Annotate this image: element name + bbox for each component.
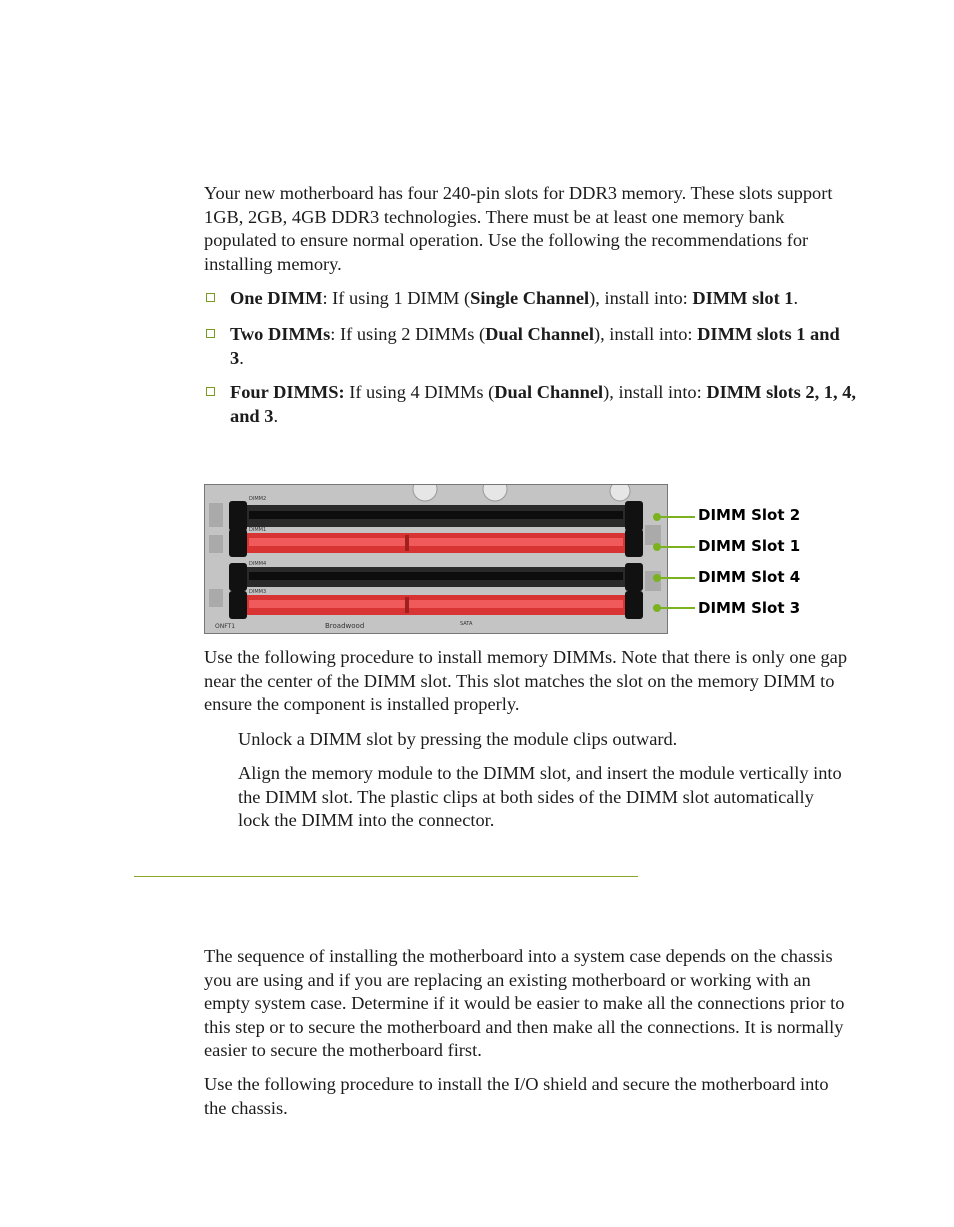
leader-line-slot-3 <box>659 607 695 609</box>
board-silkscreen-dimm3: DIMM3 <box>249 589 267 595</box>
procedure-intro: Use the following procedure to install memory DIMMs. Note that there is only one gap near the center of the DIMM slot. This slot matches the slot on the memory DIMM to ensure the component is installed properly. <box>204 647 848 714</box>
board-silkscreen-dimm2: DIMM2 <box>249 496 267 502</box>
case-paragraph-2: Use the following procedure to install the I/O shield and secure the motherboard into the chassis. <box>204 1074 829 1118</box>
dimm-slots-illustration <box>205 485 667 633</box>
label-dimm-slot-1: DIMM Slot 1 <box>698 537 801 555</box>
label-dimm-slot-4: DIMM Slot 4 <box>698 568 801 586</box>
label-dimm-slot-3: DIMM Slot 3 <box>698 599 801 617</box>
case-paragraph-1: The sequence of installing the motherboard into a system case depends on the chassis you are using and if you are replacing an existing motherboard or working with an empty system case. Determine if it would be easier to make all the connections prior to this step or to secure the motherboard and then make all the connections. It is normally easier to secure the motherboard first. <box>204 946 845 1060</box>
leader-line-slot-1 <box>659 546 695 548</box>
bullet-lead: One DIMM <box>230 288 323 308</box>
board-silkscreen-dimm4: DIMM4 <box>249 561 267 567</box>
motherboard-photo <box>204 484 668 634</box>
bullet-lead: Four DIMMS: <box>230 382 345 402</box>
label-dimm-slot-2: DIMM Slot 2 <box>698 506 801 524</box>
bullet-lead: Two DIMMs <box>230 324 331 344</box>
leader-line-slot-4 <box>659 577 695 579</box>
bullet-text: Two DIMMs: If using 2 DIMMs (Dual Channel), install into: DIMM slots 1 and 3. <box>230 324 840 368</box>
intro-paragraph: Your new motherboard has four 240-pin slots for DDR3 memory. These slots support 1GB, 2GB, 4GB DDR3 technologies. There must be at least one memory bank populated to ensure normal operation. Use the following the recommendations for installing memory. <box>204 183 833 274</box>
board-silkscreen-broadwood: Broadwood <box>325 622 365 630</box>
leader-line-slot-2 <box>659 516 695 518</box>
dimm-slots-figure <box>204 484 801 634</box>
board-silkscreen-sata: SATA <box>460 621 473 627</box>
bullet-text: One DIMM: If using 1 DIMM (Single Channel), install into: DIMM slot 1. <box>230 288 799 308</box>
step-1: Unlock a DIMM slot by pressing the module clips outward. <box>238 729 678 749</box>
board-silkscreen-dimm1: DIMM1 <box>249 527 267 533</box>
board-silkscreen-onft1: ONFT1 <box>215 623 236 630</box>
checkbox-square-icon <box>206 329 215 338</box>
checkbox-square-icon <box>206 387 215 396</box>
checkbox-square-icon <box>206 293 215 302</box>
step-2: Align the memory module to the DIMM slot, and insert the module vertically into the DIMM slot. The plastic clips at both sides of the DIMM slot automatically lock the DIMM into the connector. <box>238 763 842 830</box>
section-divider <box>134 876 638 877</box>
bullet-text: Four DIMMS: If using 4 DIMMs (Dual Channel), install into: DIMM slots 2, 1, 4, and 3. <box>230 382 856 426</box>
